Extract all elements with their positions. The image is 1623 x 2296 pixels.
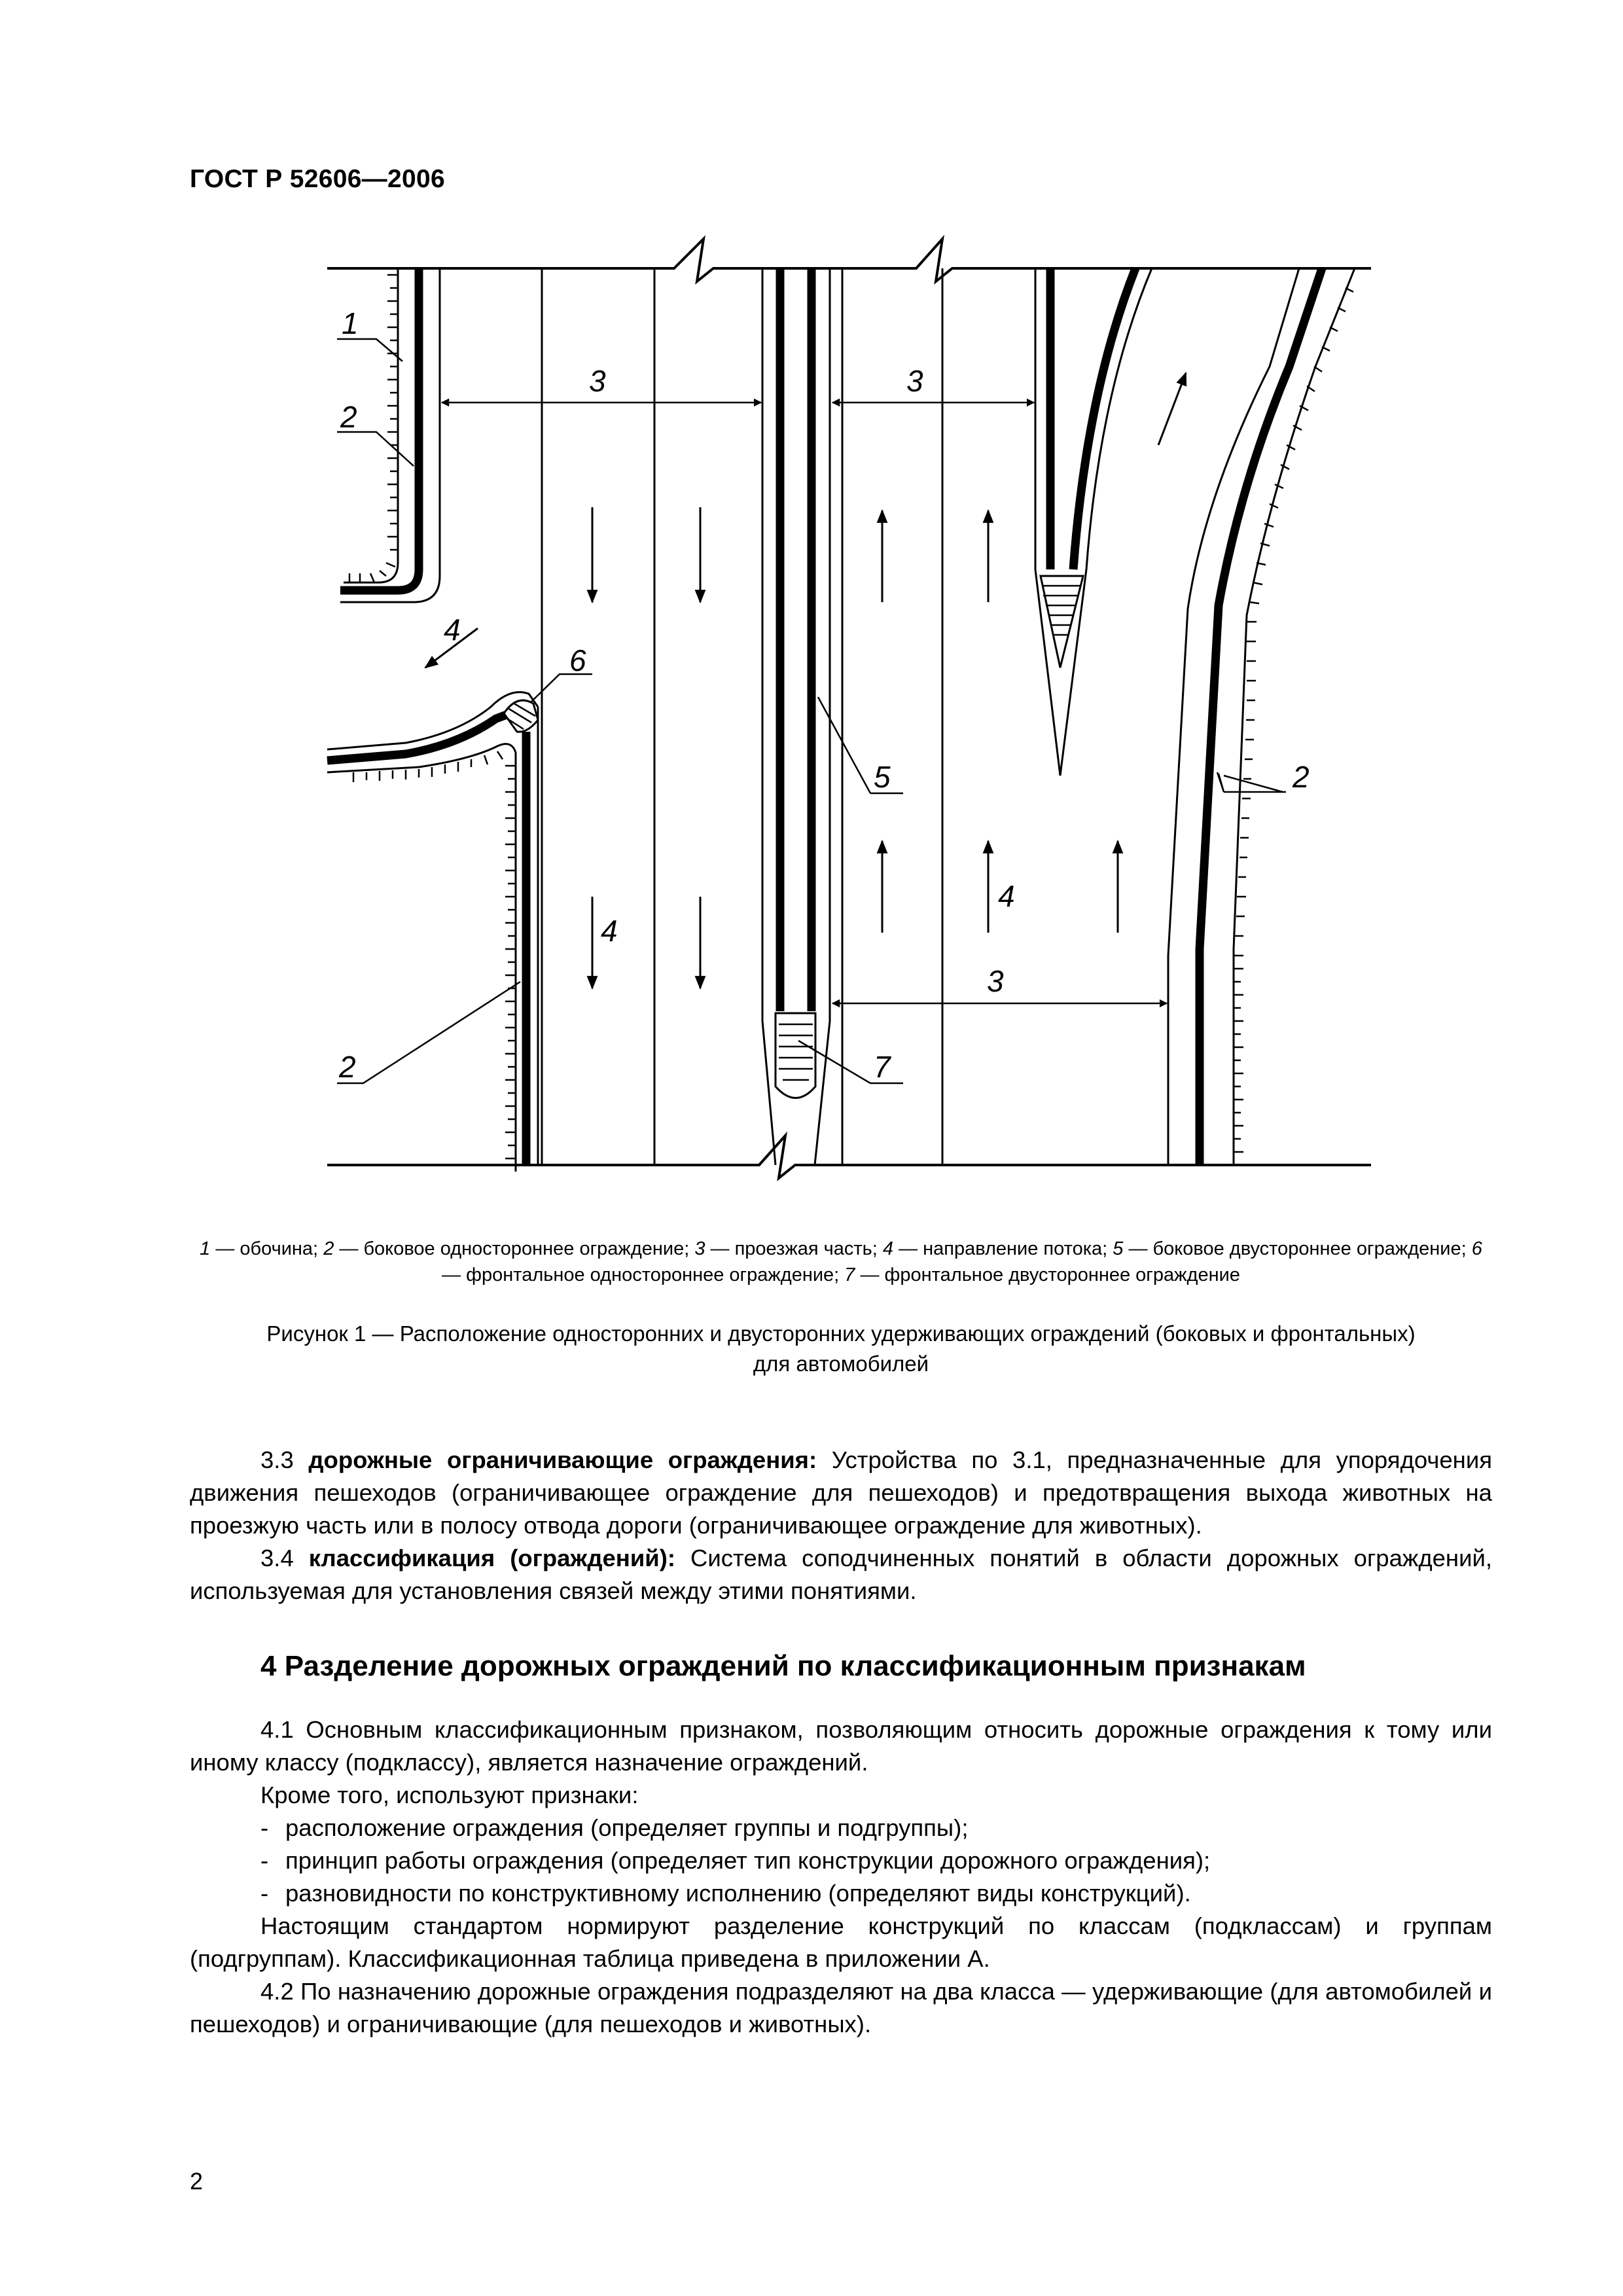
legend-num: 6: [1471, 1238, 1482, 1259]
definition: Система соподчиненных понятий в области дорожных ограждений, используемая для установления связей между этими понятиями.: [190, 1545, 1492, 1604]
frontal-one-sided-barrier: [504, 700, 538, 732]
para-number: 3.3: [260, 1446, 294, 1473]
label-2-lower: 2: [339, 1050, 356, 1084]
frontal-two-sided-barrier: [776, 1013, 815, 1098]
list-item: [190, 1844, 1492, 1877]
legend-num: 7: [844, 1265, 855, 1285]
caption-line-1: Рисунок 1 — Расположение односторонних и двусторонних удерживающих ограждений (боковых и фронтальных): [266, 1321, 1416, 1346]
figure-caption: [190, 1319, 1492, 1379]
legend-text: — направление потока;: [893, 1238, 1113, 1259]
road-barrier-diagram: [321, 229, 1400, 1211]
list-item: [190, 1877, 1492, 1910]
lower-left-corner: [327, 692, 538, 1172]
list-item-text: расположение ограждения (определяет группы и подгруппы);: [285, 1814, 969, 1841]
section-4-title: 4 Разделение дорожных ограждений по классификационным признакам: [260, 1650, 1306, 1682]
legend-text: — обочина;: [210, 1238, 324, 1259]
term: классификация (ограждений):: [308, 1545, 676, 1571]
legend-num: 4: [882, 1238, 894, 1259]
dash-marker: -: [260, 1847, 269, 1874]
label-6: 6: [569, 643, 586, 677]
label-7: 7: [874, 1050, 891, 1084]
label-2-top: 2: [340, 400, 357, 434]
list-item: [190, 1812, 1492, 1844]
document-header: ГОСТ Р 52606—2006: [190, 165, 445, 193]
figure-road-barriers: [321, 229, 1400, 1211]
legend-text: — боковое двустороннее ограждение;: [1123, 1238, 1472, 1259]
paragraph-4-2: 4.2 По назначению дорожные ограждения подразделяют на два класса — удерживающие (для автомобилей и пешеходов) и ограничивающие (для пешеходов и животных).: [190, 1978, 1492, 2037]
body-text: [190, 1444, 1492, 2041]
figure-labels: [338, 306, 1310, 1084]
list-item-text: принцип работы ограждения (определяет тип конструкции дорожного ограждения);: [285, 1847, 1211, 1874]
ramp-gore: [1035, 268, 1152, 776]
label-4-right: 4: [998, 879, 1015, 913]
dash-marker: -: [260, 1814, 269, 1841]
para-number: 3.4: [260, 1545, 294, 1571]
lower-left-hatch: [353, 751, 516, 1158]
legend-num: 5: [1113, 1238, 1124, 1259]
paragraph-4-1-c: Настоящим стандартом нормируют разделение конструкций по классам (подклассам) и группам (подгруппам). Классификационная таблица приведена в приложении А.: [190, 1912, 1492, 1972]
paragraph-4-1-b: Кроме того, используют признаки:: [260, 1782, 639, 1808]
legend-text: — фронтальное двустороннее ограждение: [855, 1265, 1240, 1285]
paragraph-4-1: 4.1 Основным классификационным признаком, позволяющим относить дорожные ограждения к тому или иному классу (подклассу), является назначение ограждений.: [190, 1716, 1492, 1776]
label-4-left: 4: [444, 613, 461, 647]
legend-num: 3: [694, 1238, 705, 1259]
legend-num: 2: [323, 1238, 334, 1259]
paragraph-3-3: [190, 1444, 1492, 1542]
page-number: 2: [190, 2168, 204, 2195]
definition: Устройства по 3.1, предназначенные для упорядочения движения пешеходов (ограничивающее ограждение для пешеходов) и предотвращения выхода животных на проезжую часть или в полосу отвода дороги (ограничивающее ограждение для животных).: [190, 1446, 1492, 1539]
label-4-lower: 4: [601, 914, 618, 948]
figure-legend: [190, 1236, 1492, 1288]
right-edge: [1168, 268, 1355, 1165]
term: дорожные ограничивающие ограждения:: [308, 1446, 817, 1473]
label-1: 1: [342, 306, 359, 340]
legend-text: — фронтальное одностороннее ограждение;: [442, 1265, 845, 1285]
label-3-lower: 3: [987, 964, 1004, 998]
label-5: 5: [874, 760, 891, 794]
legend-text: — боковое одностороннее ограждение;: [334, 1238, 695, 1259]
list-item-text: разновидности по конструктивному исполнению (определяют виды конструкций).: [285, 1880, 1191, 1907]
caption-line-2: для автомобилей: [753, 1352, 929, 1376]
legend-text: — проезжая часть;: [705, 1238, 883, 1259]
label-3-left: 3: [589, 364, 606, 398]
paragraph-3-4: [190, 1542, 1492, 1607]
right-hatch: [1234, 288, 1353, 1152]
label-3-right: 3: [906, 364, 923, 398]
dash-marker: -: [260, 1880, 269, 1907]
dimension-lines: [442, 403, 1167, 1003]
legend-num: 1: [200, 1238, 211, 1259]
label-2-right: 2: [1293, 760, 1310, 794]
